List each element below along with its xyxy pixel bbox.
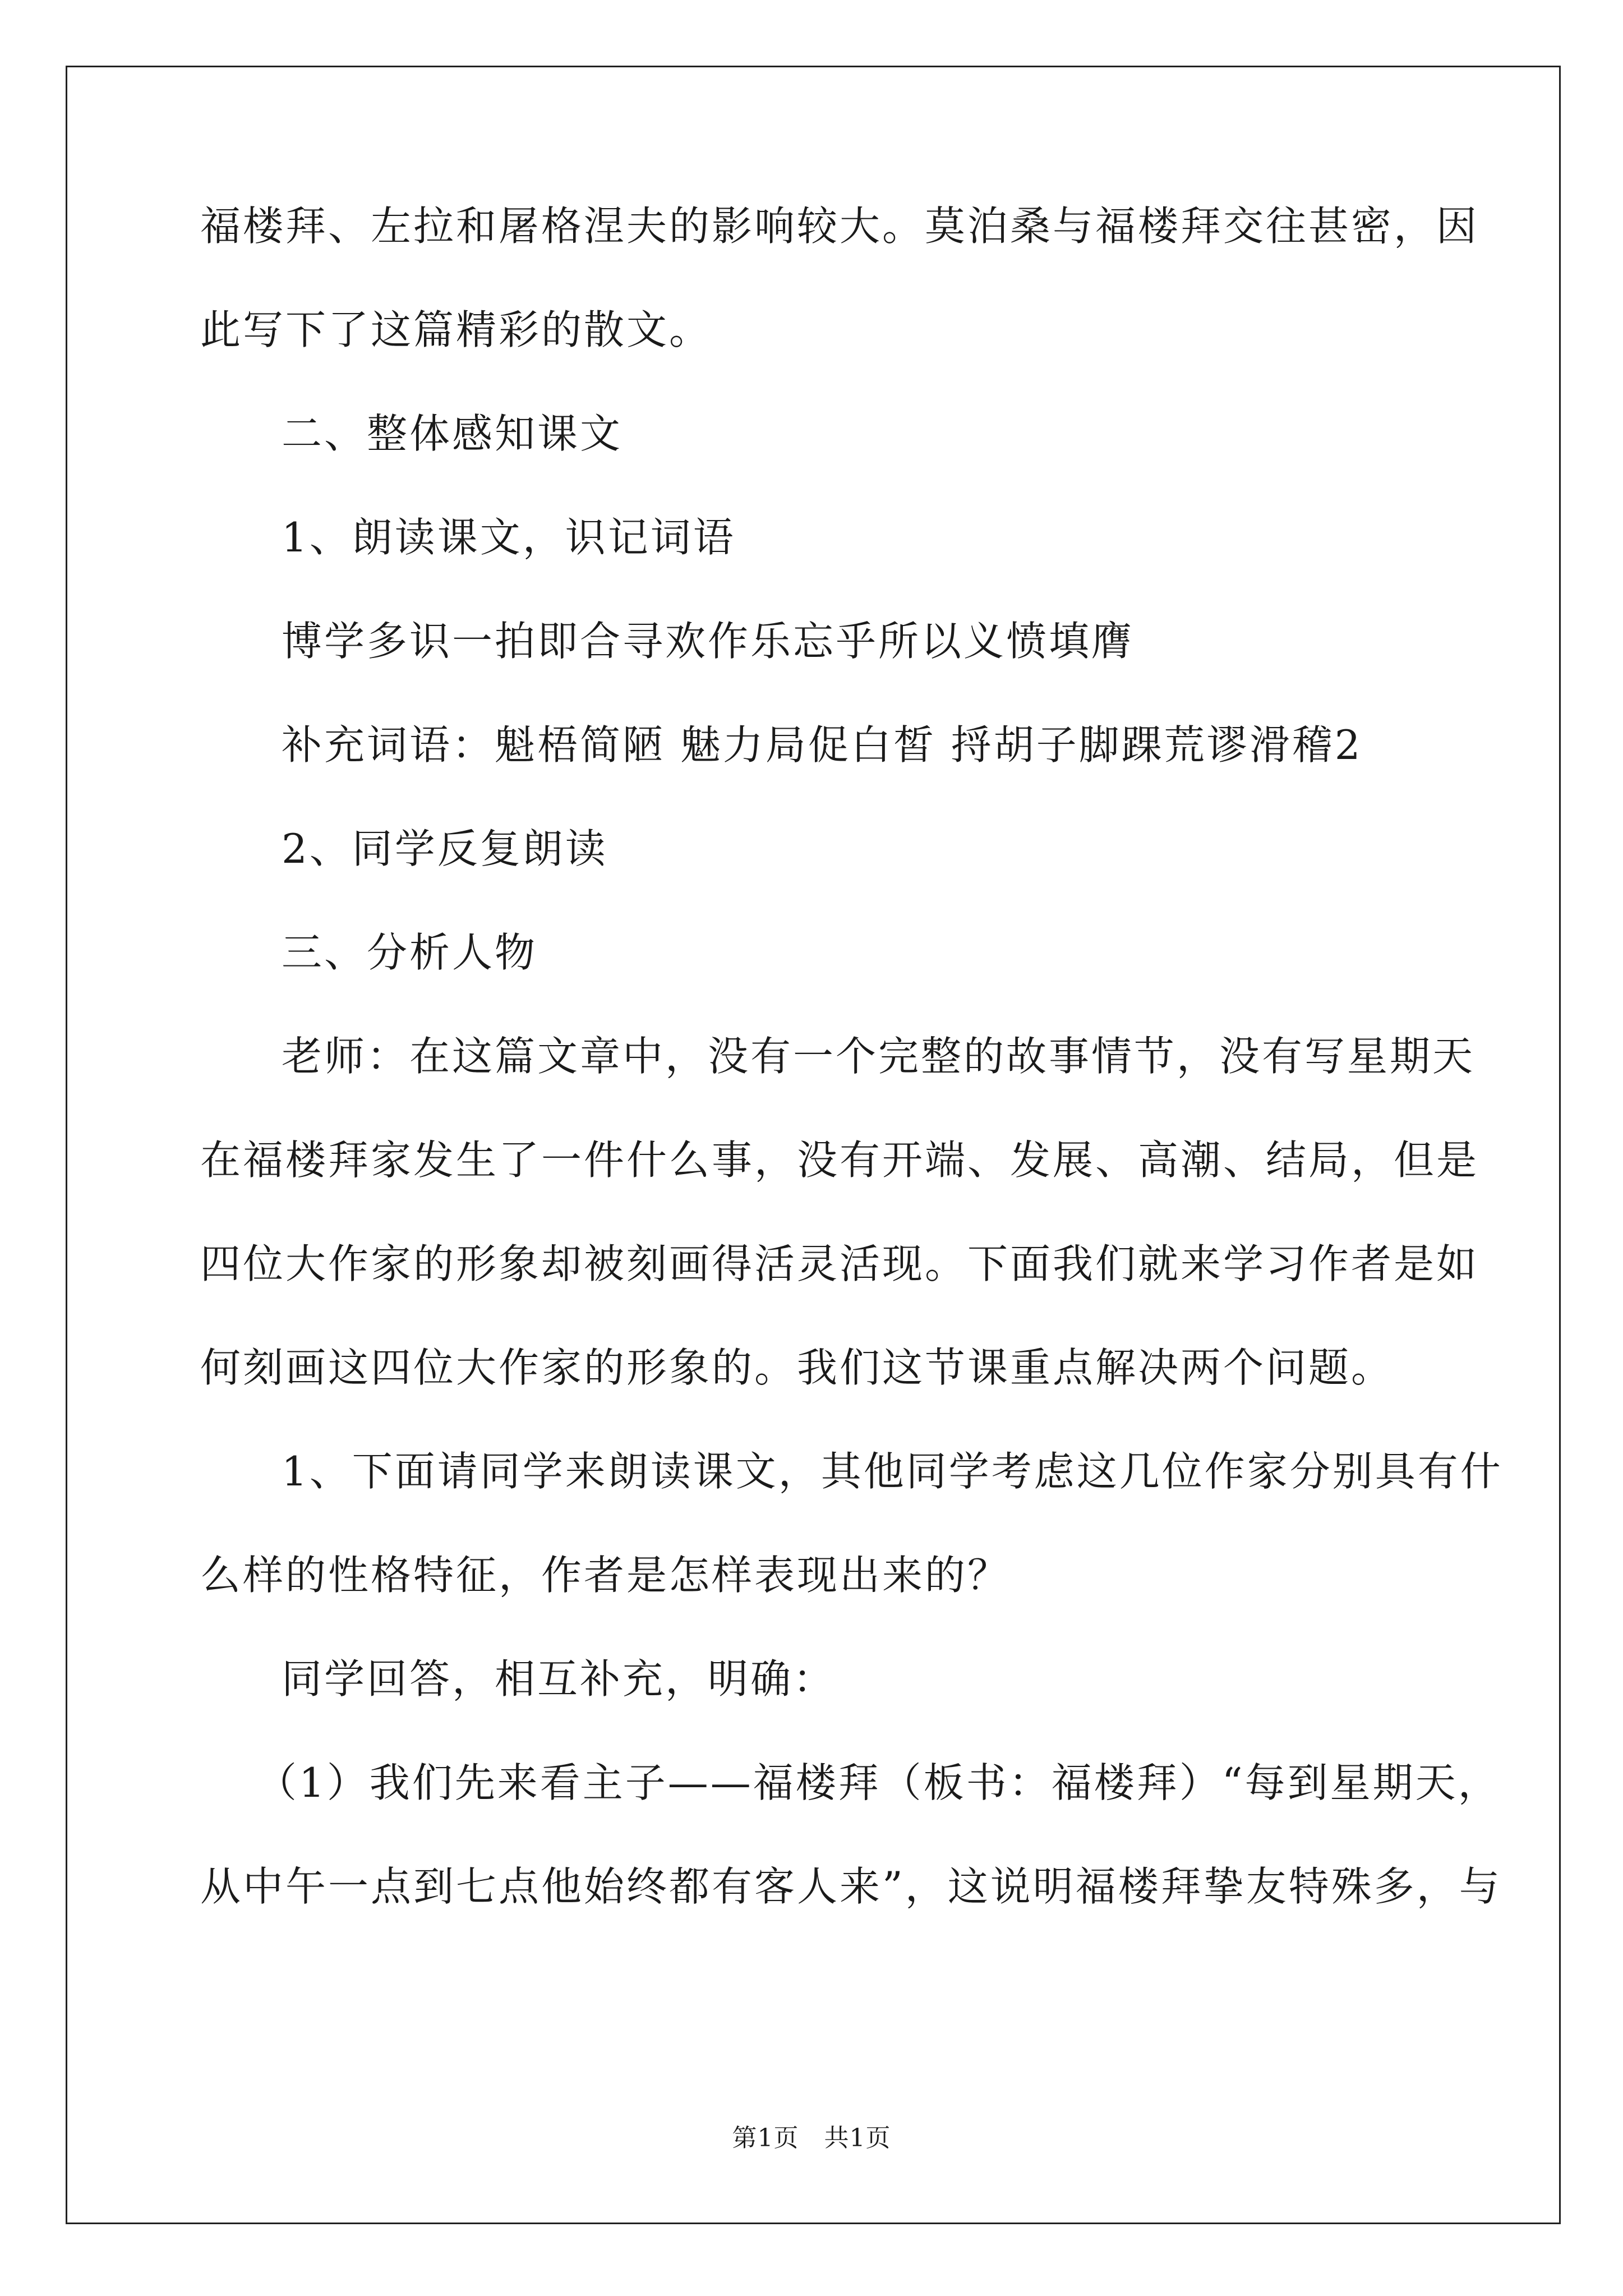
text-line: 此写下了这篇精彩的散文。	[200, 306, 712, 353]
text-line: 福楼拜、左拉和屠格涅夫的影响较大。莫泊桑与福楼拜交往甚密，因	[200, 203, 1479, 250]
text-line: 在福楼拜家发生了一件什么事，没有开端、发展、高潮、结局，但是	[200, 1137, 1479, 1184]
text-line: 么样的性格特征，作者是怎样表现出来的？	[200, 1552, 1011, 1599]
subheading: 2、同学反复朗读	[282, 825, 608, 872]
text-line: 何刻画这四位大作家的形象的。我们这节课重点解决两个问题。	[200, 1344, 1394, 1391]
section-heading: 三、分析人物	[282, 929, 538, 976]
text-line: 同学回答，相互补充，明确：	[282, 1655, 836, 1703]
text-line: 四位大作家的形象却被刻画得活灵活现。下面我们就来学习作者是如	[200, 1240, 1479, 1287]
subheading: 1、朗读课文，识记词语	[282, 514, 736, 561]
text-line: （1）我们先来看主子——福楼拜（板书：福楼拜）“每到星期天，	[256, 1759, 1501, 1806]
text-line: 补充词语：魁梧简陋 魅力局促白皙 捋胡子脚踝荒谬滑稽2	[282, 721, 1363, 769]
text-line: 从中午一点到七点他始终都有客人来”，这说明福楼拜挚友特殊多，与	[200, 1863, 1502, 1910]
text-line: 老师：在这篇文章中，没有一个完整的故事情节，没有写星期天	[282, 1033, 1476, 1080]
page-number-footer: 第1页 共1页	[732, 2124, 891, 2152]
text-line: 1、下面请同学来朗读课文，其他同学考虑这几位作家分别具有什	[282, 1448, 1503, 1495]
section-heading: 二、整体感知课文	[282, 410, 623, 457]
text-line: 博学多识一拍即合寻欢作乐忘乎所以义愤填膺	[282, 618, 1135, 665]
